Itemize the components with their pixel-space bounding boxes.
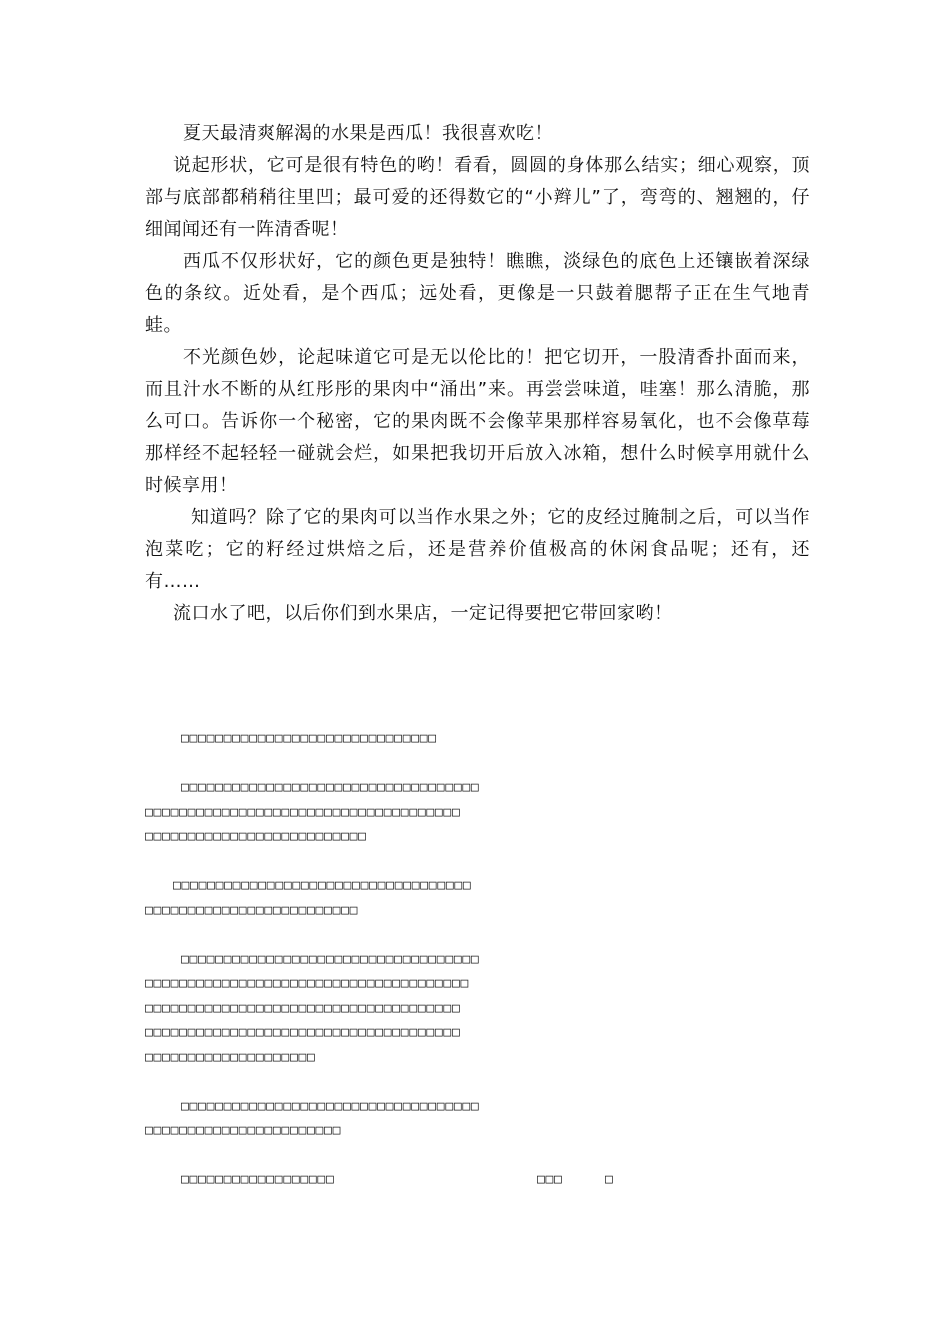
garbled-last-line (145, 1168, 825, 1193)
garbled-paragraph-3 (145, 874, 825, 923)
garbled-line: □□□□□□□□□□□□□□□□□□□□□□□□□□□□□□□□□□□□□ (145, 804, 461, 820)
garbled-line: □□□□□□□□□□□□□□□□□□□□□□□ (145, 1123, 342, 1138)
essay-paragraph-shape: 说起形状，它可是很有特色的哟！看看，圆圆的身体那么结实；细心观察，顶部与底部都稍稍往里凹；最可爱的还得数它的“小辫儿”了，弯弯的、翘翘的，仔细闻闻还有一阵清香呢！ (145, 155, 810, 240)
essay-paragraph-color: 西瓜不仅形状好，它的颜色更是独特！瞧瞧，淡绿色的底色上还镶嵌着深绿色的条纹。近处看，是个西瓜；远处看，更像是一只鼓着腮帮子正在生气地青蛙。 (145, 251, 810, 336)
garbled-line: □□□□□□□□□□□□□□□□□□□□□□□□□□□□□□□□□□□ (181, 1098, 480, 1114)
garbled-line: □□□□□□□□□□□□□□□□□□□□ (145, 1049, 316, 1065)
essay-paragraph-closing: 流口水了吧，以后你们到水果店，一定记得要把它带回家哟！ (173, 603, 673, 624)
garbled-line: □□□□□□□□□□□□□□□□□□□□□□□□□□□□□□□□□□□□□ (145, 1025, 461, 1040)
garbled-signoff-mid: □□□ (537, 1172, 563, 1187)
garbled-line: □□□□□□□□□□□□□□□□□□□□□□□□□ (145, 902, 359, 918)
garbled-paragraph-6 (145, 1168, 825, 1193)
garbled-signoff-end: □ (605, 1172, 614, 1187)
garbled-line: □□□□□□□□□□□□□□□□□□□□□□□□□□□□□□□□□□□□□ (145, 1000, 461, 1016)
essay-paragraph-intro: 夏天最清爽解渴的水果是西瓜！我很喜欢吃！ (183, 123, 553, 144)
garbled-line: □□□□□□□□□□□□□□□□□□□□□□□□□□ (145, 829, 367, 844)
garbled-line: □□□□□□□□□□□□□□□□□□□□□□□□□□□□□□□□□□□ (173, 878, 472, 893)
garbled-signoff-text: □□□□□□□□□□□□□□□□□□ (181, 1172, 335, 1187)
garbled-line: □□□□□□□□□□□□□□□□□□□□□□□□□□□□□□ (181, 731, 437, 746)
garbled-paragraph-2 (145, 776, 825, 850)
garbled-line: □□□□□□□□□□□□□□□□□□□□□□□□□□□□□□□□□□□ (181, 951, 480, 967)
essay-body (145, 118, 810, 630)
garbled-paragraph-1 (145, 727, 825, 752)
garbled-text-section (145, 727, 825, 1217)
essay-paragraph-taste: 不光颜色妙，论起味道它可是无以伦比的！把它切开，一股清香扑面而来，而且汁水不断的从红彤彤的果肉中“涌出”来。再尝尝味道，哇塞！那么清脆，那么可口。告诉你一个秘密，它的果肉既不会像苹果那样容易氧化，也不会像草莓那样经不起轻轻一碰就会烂，如果把我切开后放入冰箱，想什么时候享用就什么时候享用！ (145, 347, 810, 496)
garbled-paragraph-5 (145, 1095, 825, 1144)
garbled-line: □□□□□□□□□□□□□□□□□□□□□□□□□□□□□□□□□□□□□□ (145, 976, 470, 991)
garbled-paragraph-4 (145, 948, 825, 1071)
essay-paragraph-uses: 知道吗？除了它的果肉可以当作水果之外；它的皮经过腌制之后，可以当作泡菜吃；它的籽经过烘焙之后，还是营养价值极高的休闲食品呢；还有，还有…… (145, 507, 810, 592)
garbled-line: □□□□□□□□□□□□□□□□□□□□□□□□□□□□□□□□□□□ (181, 780, 480, 795)
